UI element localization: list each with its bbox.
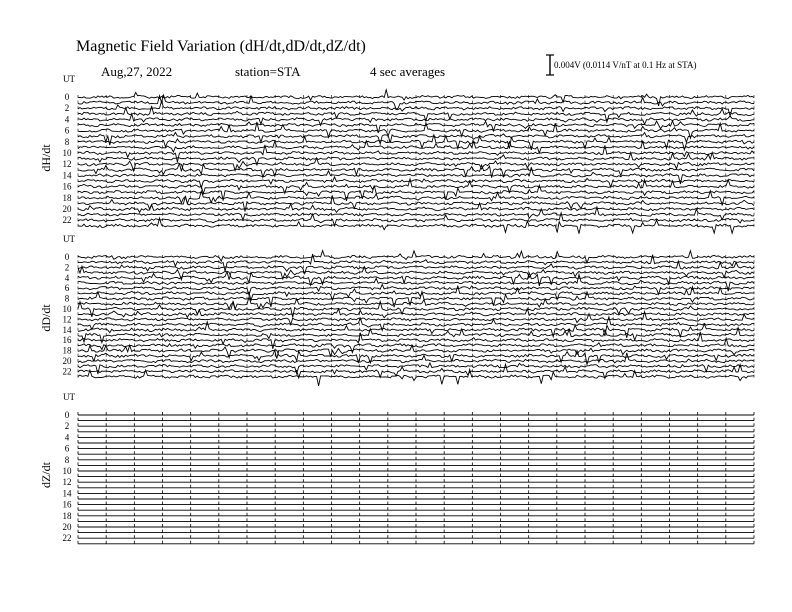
panel-ylabel: dH/dt: [39, 144, 53, 172]
row-label: 22: [62, 215, 72, 226]
row-label: 12: [62, 159, 72, 170]
row-label: 0: [64, 252, 70, 262]
panel-ylabel: dD/dt: [39, 304, 53, 332]
scale-bar: [546, 55, 554, 75]
row-label: 2: [64, 262, 70, 273]
panel-ylabel: dZ/dt: [39, 462, 53, 488]
ut-header: UT: [63, 74, 75, 84]
row-label: 12: [62, 314, 72, 325]
panel-dD: [39, 234, 754, 386]
row-label: 4: [64, 272, 70, 283]
row-label: 16: [62, 499, 72, 510]
row-label: 0: [64, 410, 70, 420]
row-label: 20: [62, 356, 72, 366]
row-label: 18: [62, 510, 72, 521]
row-label: 10: [62, 466, 72, 476]
row-label: 2: [64, 421, 70, 432]
row-label: 14: [62, 170, 72, 181]
row-label: 20: [62, 204, 72, 214]
station-label: station=STA: [235, 64, 301, 79]
row-label: 18: [62, 192, 72, 203]
row-label: 6: [64, 283, 70, 294]
row-label: 4: [64, 114, 70, 125]
averaging-label: 4 sec averages: [370, 64, 446, 79]
row-label: 20: [62, 522, 72, 532]
row-label: 14: [62, 324, 72, 335]
scale-bar-label: 0.004V (0.0114 V/nT at 0.1 Hz at STA): [554, 60, 697, 70]
row-label: 10: [62, 148, 72, 158]
row-label: 22: [62, 533, 72, 544]
row-label: 16: [62, 181, 72, 192]
row-label: 8: [64, 293, 70, 304]
row-label: 0: [64, 92, 70, 102]
row-label: 16: [62, 335, 72, 346]
row-label: 6: [64, 125, 70, 136]
row-label: 2: [64, 103, 70, 114]
chart-title: Magnetic Field Variation (dH/dt,dD/dt,dZ/dt): [76, 38, 366, 55]
panel-dH: [39, 74, 754, 234]
row-label: 12: [62, 477, 72, 488]
row-label: 4: [64, 432, 70, 443]
ut-header: UT: [63, 392, 75, 402]
row-label: 18: [62, 345, 72, 356]
row-label: 6: [64, 443, 70, 454]
ut-header: UT: [63, 234, 75, 244]
date-label: Aug,27, 2022: [101, 64, 173, 79]
row-label: 8: [64, 136, 70, 147]
row-label: 10: [62, 304, 72, 314]
row-label: 14: [62, 488, 72, 499]
row-label: 8: [64, 454, 70, 465]
row-label: 22: [62, 366, 72, 377]
panel-dZ: [39, 392, 754, 544]
